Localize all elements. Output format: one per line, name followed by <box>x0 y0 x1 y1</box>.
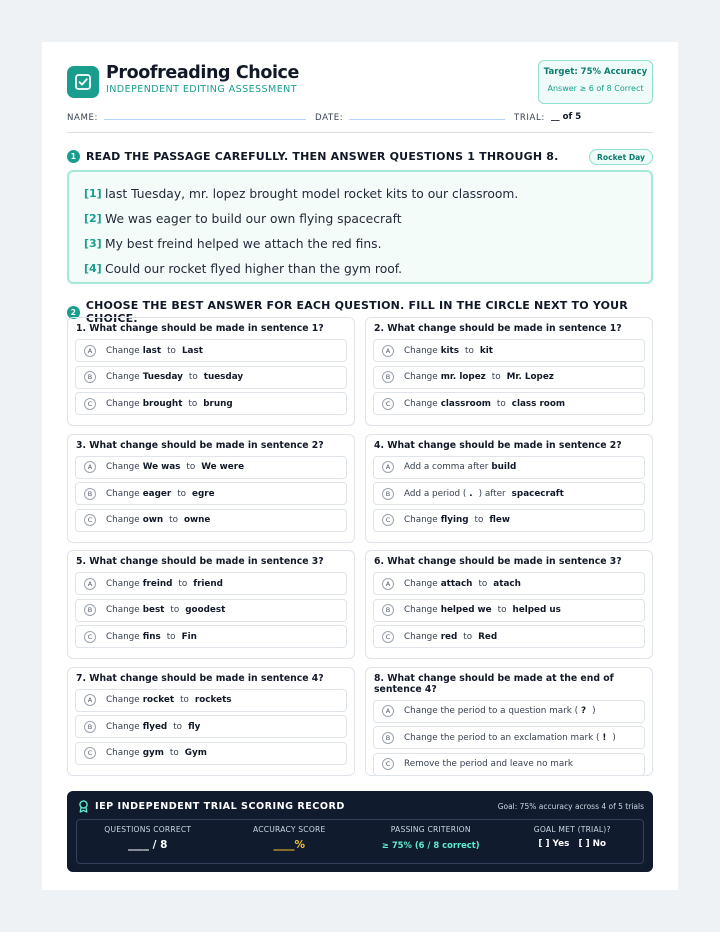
question-title: 6. What change should be made in sentence 3? <box>374 556 622 567</box>
sentence-text: Could our rocket flyed higher than the gym roof. <box>105 261 403 276</box>
answer-bubble[interactable]: A <box>84 694 96 706</box>
name-label: NAME: <box>67 113 99 123</box>
answer-option-c[interactable] <box>75 392 347 415</box>
answer-option-c[interactable] <box>75 509 347 532</box>
goal-met-checkboxes[interactable]: [ ] Yes [ ] No <box>538 839 607 849</box>
option-text-a: ! <box>602 732 607 743</box>
option-text-mid: to <box>169 748 179 758</box>
option-text-pre: Change <box>106 605 140 615</box>
answer-option-b[interactable] <box>75 715 347 738</box>
question-title: 2. What change should be made in sentence 1? <box>374 323 622 334</box>
question-card <box>365 667 653 776</box>
option-text-pre: Change the period to an exclamation mark ( <box>404 732 600 743</box>
option-text-b: class room <box>511 398 566 409</box>
question-title: 7. What change should be made in sentence 4? <box>76 672 324 684</box>
option-text-a: flyed <box>142 721 168 732</box>
option-text-pre: Remove the period and leave no mark <box>404 759 573 769</box>
page-subtitle: INDEPENDENT EDITING ASSESSMENT <box>106 84 298 95</box>
sentence-number: [4] <box>84 262 102 275</box>
option-text-pre: Change <box>106 631 140 642</box>
answer-bubble[interactable]: C <box>382 758 394 770</box>
cell-label: PASSING CRITERION <box>390 825 471 834</box>
option-text-a: helped we <box>440 605 492 615</box>
option-text-b: egre <box>192 488 215 499</box>
option-text-pre: Add a comma after <box>404 462 489 472</box>
option-text-pre: Add a period ( <box>404 488 467 499</box>
option-text-mid: to <box>465 345 474 356</box>
answer-bubble[interactable]: B <box>84 604 96 616</box>
answer-bubble[interactable]: C <box>84 747 96 759</box>
option-text-b: Gym <box>184 748 207 758</box>
answer-bubble[interactable]: A <box>382 578 394 590</box>
option-text-a: eager <box>142 488 172 499</box>
question-card <box>67 667 355 776</box>
question-card <box>365 434 653 543</box>
option-text-mid: ) <box>612 732 616 743</box>
option-text-pre: Change <box>106 345 140 356</box>
option-text-mid: to <box>474 515 484 525</box>
option-text-b: build <box>491 462 517 472</box>
sentence-number: [1] <box>84 187 102 200</box>
option-text-a: freind <box>142 578 173 589</box>
option-text-a: gym <box>142 748 164 758</box>
option-text-mid: to <box>166 631 176 642</box>
question-card <box>67 317 355 426</box>
option-text-mid: to <box>173 721 183 732</box>
option-text-mid: to <box>180 695 189 705</box>
option-text-b: kit <box>479 345 493 356</box>
scoring-table <box>76 819 644 864</box>
option-text-mid: to <box>478 578 488 589</box>
option-text-pre: Change <box>106 488 140 499</box>
worksheet-page <box>42 42 678 890</box>
answer-option-a[interactable] <box>75 339 347 362</box>
question-card <box>365 317 653 426</box>
option-text-pre: Change <box>404 372 438 382</box>
option-text-mid: to <box>178 578 188 589</box>
option-text-mid: ) <box>592 706 596 716</box>
answer-bubble[interactable]: B <box>84 488 96 500</box>
option-text-pre: Change <box>404 515 438 525</box>
answer-bubble[interactable]: C <box>382 398 394 410</box>
question-title: 1. What change should be made in sentence 1? <box>76 323 324 334</box>
passing-criterion-cell <box>360 820 502 863</box>
option-text-mid: to <box>169 515 178 525</box>
option-text-a: own <box>142 515 164 525</box>
answer-bubble[interactable]: C <box>84 514 96 526</box>
option-text-mid: to <box>177 488 187 499</box>
option-text-a: mr. lopez <box>440 372 486 382</box>
option-text-mid: to <box>186 462 196 472</box>
answer-option-c[interactable] <box>373 392 645 415</box>
questions-correct-value[interactable]: ____ / 8 <box>128 839 168 851</box>
accuracy-score-cell <box>219 820 361 863</box>
answer-option-a[interactable] <box>75 689 347 712</box>
date-label: DATE: <box>315 113 344 123</box>
answer-option-a[interactable] <box>373 572 645 595</box>
answer-bubble[interactable]: C <box>84 631 96 643</box>
passage-sentence <box>84 206 651 231</box>
option-text-b: atach <box>493 578 521 589</box>
option-text-pre: Change <box>404 345 438 356</box>
sentence-text: My best freind helped we attach the red fins. <box>105 236 382 251</box>
section-1-instructions: READ THE PASSAGE CAREFULLY. THEN ANSWER QUESTIONS 1 THROUGH 8. <box>86 150 559 163</box>
award-icon <box>78 800 89 813</box>
option-text-a: classroom <box>440 398 491 409</box>
scoring-record <box>67 791 653 872</box>
passage-sentence <box>84 231 651 256</box>
accuracy-score-value[interactable]: ____% <box>273 839 306 851</box>
answer-bubble[interactable]: A <box>382 705 394 717</box>
option-text-a: . <box>469 488 473 499</box>
option-text-pre: Change <box>106 515 140 525</box>
answer-option-a[interactable] <box>75 572 347 595</box>
answer-option-b[interactable] <box>373 726 645 749</box>
section-1-heading <box>67 150 559 163</box>
passing-criterion-value: ≥ 75% (6 / 8 correct) <box>381 840 480 850</box>
passage-tag: Rocket Day <box>589 149 653 165</box>
option-text-mid: to <box>167 345 176 356</box>
answer-bubble[interactable]: A <box>84 461 96 473</box>
answer-option-a[interactable] <box>75 456 347 479</box>
option-text-b: Red <box>478 631 498 642</box>
student-fields <box>67 111 653 133</box>
answer-bubble[interactable]: A <box>84 345 96 357</box>
question-card <box>365 550 653 659</box>
answer-bubble[interactable]: B <box>84 371 96 383</box>
answer-option-c[interactable] <box>373 753 645 776</box>
option-text-a: We was <box>142 462 181 472</box>
option-text-b: We were <box>201 462 245 472</box>
option-text-b: Fin <box>181 631 197 642</box>
passage-sentence <box>84 181 651 206</box>
answer-bubble[interactable]: B <box>84 721 96 733</box>
option-text-pre: Change <box>404 578 438 589</box>
option-text-a: rocket <box>142 695 175 705</box>
option-text-a: red <box>440 631 458 642</box>
answer-bubble[interactable]: C <box>382 514 394 526</box>
option-text-pre: Change <box>106 695 140 705</box>
option-text-a: kits <box>440 345 459 356</box>
answer-option-a[interactable] <box>373 339 645 362</box>
name-line[interactable] <box>104 119 306 120</box>
answer-option-a[interactable] <box>373 456 645 479</box>
answer-bubble[interactable]: A <box>382 345 394 357</box>
option-text-pre: Change the period to a question mark ( <box>404 706 579 716</box>
answer-bubble[interactable]: C <box>382 631 394 643</box>
answer-option-c[interactable] <box>75 625 347 648</box>
page-title: Proofreading Choice <box>106 63 299 83</box>
answer-option-b[interactable] <box>373 482 645 505</box>
option-text-a: brought <box>142 398 183 409</box>
answer-option-b[interactable] <box>75 599 347 622</box>
option-text-mid: to <box>497 605 507 615</box>
target-answer-count: Answer ≥ 6 of 8 Correct <box>547 84 644 93</box>
option-text-a: attach <box>440 578 473 589</box>
answer-bubble[interactable]: A <box>84 578 96 590</box>
cell-label: GOAL MET (TRIAL)? <box>533 825 611 834</box>
option-text-a: fins <box>142 631 161 642</box>
cell-label: ACCURACY SCORE <box>253 825 326 834</box>
target-badge <box>538 60 653 104</box>
option-text-pre: Change <box>106 398 140 409</box>
option-text-a: Tuesday <box>142 372 183 382</box>
option-text-b: flew <box>489 515 510 525</box>
option-text-mid: to <box>496 398 506 409</box>
option-text-b: owne <box>183 515 211 525</box>
sentence-text: We was eager to build our own flying spacecraft <box>105 211 402 226</box>
section-2-number: 2 <box>67 306 80 319</box>
answer-option-c[interactable] <box>373 625 645 648</box>
answer-option-c[interactable] <box>373 509 645 532</box>
questions-correct-cell <box>77 820 219 863</box>
sentence-number: [2] <box>84 212 102 225</box>
checkbox-logo-icon <box>67 66 99 98</box>
section-2-instructions: CHOOSE THE BEST ANSWER FOR EACH QUESTION. FILL IN THE CIRCLE NEXT TO YOUR CHOICE. <box>85 299 628 325</box>
reading-passage <box>67 170 653 284</box>
option-text-a: best <box>142 605 165 615</box>
option-text-pre: Change <box>404 631 438 642</box>
option-text-mid: ) after <box>478 488 506 499</box>
option-text-pre: Change <box>106 721 140 732</box>
option-text-mid: to <box>170 605 180 615</box>
option-text-b: Mr. Lopez <box>506 372 554 382</box>
scoring-goal: Goal: 75% accuracy across 4 of 5 trials <box>497 802 644 811</box>
answer-option-c[interactable] <box>75 742 347 765</box>
option-text-b: Last <box>181 345 203 356</box>
option-text-pre: Change <box>404 398 438 409</box>
scoring-title-text: IEP INDEPENDENT TRIAL SCORING RECORD <box>95 801 345 812</box>
answer-bubble[interactable]: B <box>382 488 394 500</box>
option-text-b: rockets <box>194 695 232 705</box>
answer-option-b[interactable] <box>75 366 347 389</box>
answer-bubble[interactable]: B <box>382 604 394 616</box>
option-text-a: last <box>142 345 162 356</box>
scoring-title <box>78 800 345 813</box>
option-text-pre: Change <box>106 462 140 472</box>
option-text-pre: Change <box>106 578 140 589</box>
option-text-b: goodest <box>185 605 226 615</box>
option-text-pre: Change <box>106 372 140 382</box>
option-text-a: ? <box>581 706 587 716</box>
option-text-pre: Change <box>404 605 438 615</box>
option-text-mid: to <box>188 398 198 409</box>
date-line[interactable] <box>349 119 505 120</box>
answer-bubble[interactable]: B <box>382 371 394 383</box>
option-text-b: helped us <box>512 605 561 615</box>
section-1-number: 1 <box>67 150 80 163</box>
answer-bubble[interactable]: B <box>382 732 394 744</box>
option-text-mid: to <box>188 372 198 382</box>
answer-option-b[interactable] <box>373 366 645 389</box>
answer-option-b[interactable] <box>75 482 347 505</box>
option-text-mid: to <box>491 372 501 382</box>
question-card <box>67 434 355 543</box>
sentence-number: [3] <box>84 237 102 250</box>
question-card <box>67 550 355 659</box>
question-title: 8. What change should be made at the end of sentence 4? <box>374 672 614 695</box>
question-title: 5. What change should be made in sentence 3? <box>76 556 324 567</box>
answer-bubble[interactable]: C <box>84 398 96 410</box>
trial-label: TRIAL: <box>514 113 545 123</box>
option-text-b: friend <box>193 578 223 589</box>
goal-met-cell <box>502 820 644 863</box>
answer-option-a[interactable] <box>373 700 645 723</box>
question-title: 3. What change should be made in sentence 2? <box>76 439 324 451</box>
sentence-text: last Tuesday, mr. lopez brought model rocket kits to our classroom. <box>105 186 519 201</box>
option-text-b: brung <box>203 398 233 409</box>
option-text-b: spacecraft <box>511 488 564 499</box>
option-text-a: flying <box>440 515 469 525</box>
answer-bubble[interactable]: A <box>382 461 394 473</box>
option-text-pre: Change <box>106 748 140 758</box>
answer-option-b[interactable] <box>373 599 645 622</box>
cell-label: QUESTIONS CORRECT <box>104 825 192 834</box>
option-text-b: fly <box>188 721 201 732</box>
trial-value[interactable]: __ of 5 <box>551 112 582 122</box>
option-text-b: tuesday <box>203 372 244 382</box>
header-divider <box>67 132 653 133</box>
passage-sentence <box>84 256 651 281</box>
question-title: 4. What change should be made in sentence 2? <box>374 439 622 451</box>
target-accuracy: Target: 75% Accuracy <box>543 67 648 77</box>
option-text-mid: to <box>463 631 473 642</box>
